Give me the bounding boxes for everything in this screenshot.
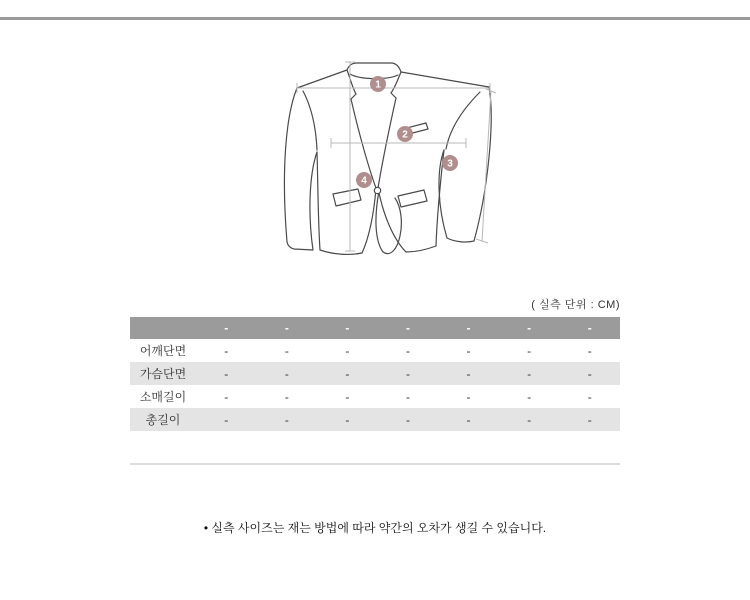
header-cell: - <box>196 317 257 339</box>
svg-text:4: 4 <box>361 175 367 187</box>
svg-text:3: 3 <box>447 158 453 170</box>
size-cell: - <box>378 362 439 385</box>
size-cell: - <box>587 389 592 404</box>
row-label: 가슴단면 <box>130 362 196 385</box>
size-cell: - <box>527 343 532 358</box>
marker-4 <box>356 172 372 188</box>
header-cell: - <box>317 317 378 339</box>
size-cell: - <box>499 408 560 431</box>
svg-text:1: 1 <box>375 79 381 91</box>
table-row <box>130 362 620 385</box>
size-cell: - <box>559 362 620 385</box>
size-cell: - <box>317 362 378 385</box>
header-cell: - <box>438 317 499 339</box>
row-label: 총길이 <box>130 408 196 431</box>
header-cell: - <box>499 317 560 339</box>
size-cell: - <box>224 389 229 404</box>
size-cell: - <box>284 343 289 358</box>
size-cell: - <box>196 362 257 385</box>
marker-2 <box>397 126 413 142</box>
measurement-guides <box>297 62 496 251</box>
size-cell: - <box>345 343 350 358</box>
size-cell: - <box>466 343 471 358</box>
size-cell: - <box>559 408 620 431</box>
header-cell: - <box>378 317 439 339</box>
size-cell: - <box>405 343 410 358</box>
size-cell: - <box>224 343 229 358</box>
jacket-outline <box>284 63 491 254</box>
top-divider <box>0 17 750 20</box>
table-row <box>130 339 620 362</box>
size-table <box>130 317 620 431</box>
size-cell: - <box>257 362 318 385</box>
measurement-footnote: • 실측 사이즈는 재는 방법에 따라 약간의 오차가 생길 수 있습니다. <box>203 521 547 535</box>
size-cell: - <box>499 362 560 385</box>
jacket-diagram-svg <box>270 48 515 293</box>
size-cell: - <box>284 389 289 404</box>
size-cell: - <box>378 408 439 431</box>
size-table-header-row <box>130 317 620 339</box>
header-label-cell <box>130 317 196 339</box>
size-cell: - <box>438 362 499 385</box>
table-row <box>130 408 620 431</box>
row-label: 어깨단면 <box>139 344 187 358</box>
jacket-measurement-diagram <box>270 48 515 293</box>
size-cell: - <box>527 389 532 404</box>
size-cell: - <box>438 408 499 431</box>
size-cell: - <box>587 343 592 358</box>
size-cell: - <box>317 408 378 431</box>
size-cell: - <box>257 408 318 431</box>
marker-3 <box>442 155 458 171</box>
row-label: 소매길이 <box>139 390 187 404</box>
table-row <box>130 385 620 408</box>
marker-1 <box>370 76 386 92</box>
measurement-markers <box>356 76 458 188</box>
size-cell: - <box>466 389 471 404</box>
size-cell: - <box>196 408 257 431</box>
size-cell: - <box>405 389 410 404</box>
size-cell: - <box>345 389 350 404</box>
bottom-divider <box>130 463 620 465</box>
size-table-wrap <box>130 317 620 431</box>
svg-text:2: 2 <box>402 129 408 141</box>
header-cell: - <box>257 317 318 339</box>
unit-label: ( 실측 단위 : CM) <box>531 299 620 311</box>
header-cell: - <box>559 317 620 339</box>
